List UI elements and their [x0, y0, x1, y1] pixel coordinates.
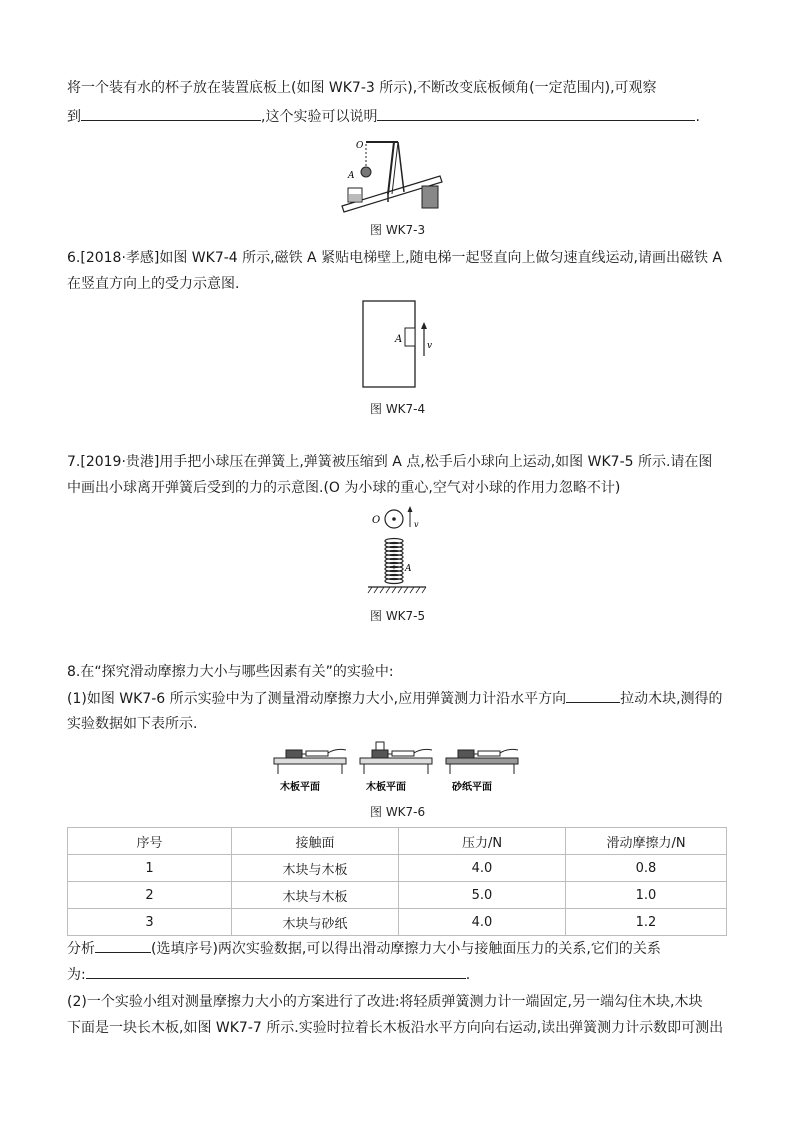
table-header-cell: 滑动摩擦力/N	[566, 828, 727, 855]
table-cell: 1.0	[566, 882, 727, 909]
q5-text-line2	[67, 106, 700, 127]
table-cell: 2	[68, 882, 232, 909]
q8-analysis-line2-prefix: 为:	[67, 967, 86, 983]
q8-analysis-text: (选填序号)两次实验数据,可以得出滑动摩擦力大小与接触面压力的关系,它们的关系	[151, 941, 661, 957]
caption-wk7-5: 图 WK7-5	[370, 609, 426, 623]
table-header-row	[68, 828, 727, 855]
q8-blank-trial-numbers[interactable]	[95, 938, 151, 953]
q5-line2-prefix: 到	[67, 109, 81, 125]
q8-p1-text-b: 拉动木块,测得的	[620, 691, 723, 707]
wk7-5-label-v: v	[414, 520, 419, 529]
q8-analysis-prefix: 分析	[67, 941, 95, 957]
table-header-cell: 序号	[68, 828, 232, 855]
table-cell: 4.0	[399, 909, 566, 936]
q5-blank-conclusion[interactable]	[377, 106, 695, 121]
wk7-6-label-2: 木板平面	[366, 782, 406, 793]
table-cell: 1	[68, 855, 232, 882]
wk7-3-label-a: A	[348, 171, 355, 181]
caption-wk7-4: 图 WK7-4	[370, 402, 426, 416]
q8-analysis-line1	[67, 938, 661, 959]
table-cell: 木块与木板	[232, 855, 399, 882]
wk7-6-panel-1	[274, 749, 346, 793]
wk7-6-panel-2	[360, 742, 432, 793]
wk7-6-panel-3	[446, 749, 518, 793]
wk7-3-label-o: O	[356, 141, 364, 151]
q8-analysis-line2-end: .	[465, 967, 471, 983]
wk7-4-label-a: A	[395, 334, 403, 345]
figure-wk7-6	[272, 740, 528, 796]
wk7-6-label-3: 砂纸平面	[452, 782, 492, 793]
q6-text-line1: 6.[2018·孝感]如图 WK7-4 所示,磁铁 A 紧贴电梯壁上,随电梯一起竖直向上做匀速直线运动,请画出磁铁 A	[67, 250, 723, 266]
table-cell: 3	[68, 909, 232, 936]
q8-blank-relationship[interactable]	[86, 964, 466, 979]
figure-wk7-4[interactable]	[360, 298, 440, 390]
q6-text-line2: 在竖直方向上的受力示意图.	[67, 276, 240, 292]
q5-line2-end: .	[695, 109, 700, 125]
table-cell: 木块与木板	[232, 882, 399, 909]
figure-wk7-5[interactable]	[366, 505, 428, 601]
table-cell: 0.8	[566, 855, 727, 882]
q8-title: 8.在“探究滑动摩擦力大小与哪些因素有关”的实验中:	[67, 664, 394, 680]
q8-p2-line2: 下面是一块长木板,如图 WK7-7 所示.实验时拉着长木板沿水平方向向右运动,读出弹簧测力计示数即可测出	[67, 1020, 724, 1036]
caption-wk7-3: 图 WK7-3	[370, 223, 426, 237]
caption-wk7-6: 图 WK7-6	[370, 805, 426, 819]
wk7-5-label-a: A	[405, 564, 412, 574]
figure-wk7-3	[330, 132, 450, 218]
q8-analysis-line2	[67, 964, 470, 985]
table-header-cell: 接触面	[232, 828, 399, 855]
table-row	[68, 909, 727, 936]
table-row	[68, 882, 727, 909]
q8-p1-line2: 实验数据如下表所示.	[67, 716, 198, 732]
wk7-6-label-1: 木板平面	[280, 782, 320, 793]
q5-line2-middle: ,这个实验可以说明	[261, 109, 378, 125]
table-header-cell: 压力/N	[399, 828, 566, 855]
q7-text-line2: 中画出小球离开弹簧后受到的力的示意图.(O 为小球的重心,空气对小球的作用力忽略不计)	[67, 480, 621, 496]
q8-p2-line1: (2)一个实验小组对测量摩擦力大小的方案进行了改进:将轻质弹簧测力计一端固定,另一端勾住木块,木块	[67, 994, 703, 1010]
wk7-4-label-v: v	[427, 341, 433, 351]
table-row	[68, 855, 727, 882]
q8-p1-line1	[67, 688, 723, 709]
wk7-5-label-o: O	[372, 515, 381, 526]
table-cell: 5.0	[399, 882, 566, 909]
q8-p1-text-a: (1)如图 WK7-6 所示实验中为了测量滑动摩擦力大小,应用弹簧测力计沿水平方向	[67, 691, 567, 707]
q5-text-line1: 将一个装有水的杯子放在装置底板上(如图 WK7-3 所示),不断改变底板倾角(一定范围内),可观察	[67, 80, 657, 96]
table-cell: 1.2	[566, 909, 727, 936]
q8-blank-pull-manner[interactable]	[566, 688, 620, 703]
table-cell: 4.0	[399, 855, 566, 882]
friction-data-table	[67, 827, 727, 936]
table-cell: 木块与砂纸	[232, 909, 399, 936]
q7-text-line1: 7.[2019·贵港]用手把小球压在弹簧上,弹簧被压缩到 A 点,松手后小球向上运动,如图 WK7-5 所示.请在图	[67, 454, 713, 470]
q5-blank-observation[interactable]	[81, 106, 261, 121]
